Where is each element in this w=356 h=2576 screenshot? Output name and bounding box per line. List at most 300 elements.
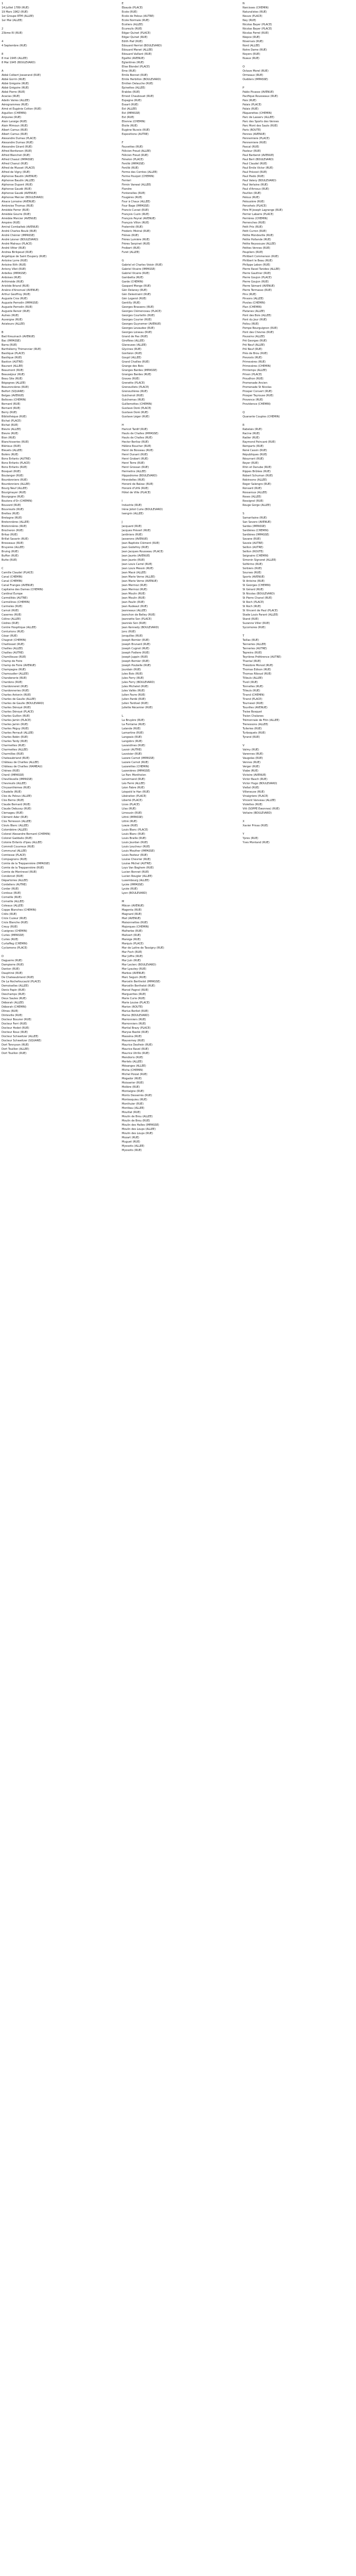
street-entry: André Lévner (BOULEVARD): [2, 238, 39, 241]
street-entry: Marbos (AVENUE): [122, 972, 146, 975]
street-entry: Rhin et Danube (RUE): [243, 466, 272, 469]
street-entry: Marquis (PLACE): [122, 942, 144, 945]
street-entry: Sycomores (RUE): [243, 626, 266, 629]
street-entry: Alain Mimoun (RUE): [2, 124, 28, 128]
street-entry: Pins (RUE): [243, 293, 256, 296]
street-entry: Coppe Blanches (CHEMIN): [2, 909, 36, 912]
street-entry: Jules Bois (RUE): [122, 672, 143, 676]
street-entry: Bosquet (RUE): [2, 470, 21, 473]
street-entry: Louis Braille (RUE): [122, 837, 147, 840]
street-entry: Philibert le Beau (RUE): [243, 259, 273, 262]
street-entry: Parc Mont des Sauts (RUE): [243, 124, 278, 128]
street-entry: Maurice Desfrein (RUE): [122, 1043, 153, 1047]
street-entry: Ferrieri: [122, 179, 131, 182]
street-entry: Basilique (RUE): [2, 356, 22, 359]
street-entry: Charles Tardy (RUE): [2, 740, 28, 743]
street-entry: Aviateurs (ALLEE): [2, 323, 25, 326]
street-entry: Bourdonniers (RUE): [2, 479, 28, 482]
street-entry: Cèdres (RUE): [2, 622, 20, 625]
street-entry: Prosper Teyrouse (RUE): [243, 394, 274, 397]
street-entry: Prê Neuf (RUE): [243, 348, 263, 351]
street-entry: Jean Godefroy (RUE): [122, 546, 149, 549]
street-entry: Fontenelles (RUE): [122, 192, 146, 195]
street-entry: Corder (RUE): [2, 887, 19, 891]
street-entry: Républiques (RUE): [243, 453, 267, 456]
street-entry: Tivoli (RUE): [243, 681, 258, 684]
street-entry: Ecoliers (ALLEE): [122, 23, 143, 26]
street-entry: Bouvard (RUE): [2, 504, 21, 507]
street-entry: Hauts de Challes (RUE): [122, 436, 152, 440]
street-entry: Monts Desserrés (RUE): [122, 1094, 152, 1097]
street-entry: Boutons d'Or (CHEMIN): [2, 500, 33, 503]
street-entry: Valmy (RUE): [243, 748, 259, 752]
street-entry: Jean Marie Verne (AVENUE): [122, 580, 158, 583]
street-entry: Pascal (RUE): [243, 145, 259, 149]
street-entry: Henri Grobert (RUE): [122, 457, 148, 461]
street-entry: Alfred de Musset (PLACE): [2, 167, 35, 170]
street-entry: Ronsard (RUE): [243, 487, 262, 490]
street-entry: Savane (RUE): [243, 538, 261, 541]
street-entry: Joseph Bernier (RUE): [122, 639, 150, 642]
street-entry: 8 mai 1945 (ALLEE): [2, 57, 28, 60]
street-entry: Arthur Geoffroy (RUE): [2, 293, 31, 296]
street-entry: Neuve (PLACE): [243, 15, 263, 18]
street-entry: Jeanneaux (ALLEE): [122, 609, 147, 612]
street-entry: Reyer (RUE): [243, 462, 259, 465]
street-entry: Rouge Gorge (ALLEE): [243, 504, 271, 507]
street-entry: Auguste Renoir (RUE): [2, 310, 30, 313]
street-entry: Poilou (RUE): [243, 323, 259, 326]
street-entry: Antony Vilet (RUE): [2, 268, 26, 271]
street-entry: Pierre Goujon (PLACE): [243, 276, 272, 279]
street-entry: Berry (RUE): [2, 411, 17, 414]
street-entry: Elise Blondel (PLACE): [122, 65, 150, 69]
street-entry: Edouard Manet (ALLEE): [122, 48, 153, 52]
street-entry: Octave Morel (RUE): [243, 70, 268, 73]
street-entry: Tepreins (RUE): [243, 651, 262, 655]
street-entry: Aulnes (RUE): [2, 314, 19, 317]
street-entry: Bastion (AUTRE): [2, 360, 23, 364]
street-entry: Bons Enfants (RUE): [2, 466, 27, 469]
street-entry: Moulin de Brou (RUE): [122, 1119, 150, 1123]
street-entry: Marc Seguin (RUE): [122, 976, 147, 979]
street-entry: Léon Fabre (RUE): [122, 786, 145, 789]
street-entry: Moulin des Loups (RUE): [122, 1132, 153, 1135]
street-entry: Lavoir (AUTRE): [122, 748, 142, 752]
street-entry: Bourgogne (RUE): [2, 495, 25, 499]
street-entry: 19 Mars 1962 (RUE): [2, 11, 28, 14]
street-entry: Charles Guillon (RUE): [2, 715, 30, 718]
street-entry: Gabriel Vicaire (IMPASSE): [122, 268, 156, 271]
street-entry: Proudhon (RUE): [243, 377, 264, 380]
street-entry: Lazenières (IMPASSE): [122, 769, 150, 773]
street-entry: Le Parc Montholon: [122, 774, 146, 777]
street-entry: Guillemottes (CHEMIN): [122, 403, 152, 406]
street-entry: Louis Blanc (PLACE): [122, 828, 148, 832]
street-entry: Guichenot (RUE): [122, 394, 144, 397]
street-entry: Graves (RUE): [122, 377, 140, 380]
street-entry: Tanneries (ALLEE): [243, 643, 266, 646]
street-entry: Tirand (CHEMIN): [243, 694, 265, 697]
street-entry: Charles Jamin (PLACE): [2, 719, 31, 722]
street-entry: Palais (PLACE): [243, 103, 262, 106]
street-entry: Touvilles (AVENUE): [243, 706, 267, 709]
street-entry: Louis Loucheur (RUE): [122, 845, 150, 848]
street-entry: Providence (CHEMIN): [243, 403, 271, 406]
street-entry: Chevreuils (ALLEE): [2, 782, 27, 785]
street-entry: Glaneuses (ALLEE): [122, 344, 147, 347]
street-entry: Charles Péguy (RUE): [2, 727, 29, 730]
street-entry: Firmin Vanwal (ALLEE): [122, 183, 151, 187]
street-entry: Clos Terresson (ALLEE): [2, 820, 32, 823]
street-entry: Teyrières Préférence (AUTRE): [243, 656, 282, 659]
street-entry: Fénelon (PLACE): [122, 158, 143, 161]
street-entry: Tanneries (AUTRE): [243, 647, 267, 650]
street-entry: Chênes (RUE): [2, 769, 20, 773]
street-entry: St Nicolas (BOULEVARD): [243, 592, 275, 596]
street-entry: Champ de Foire (AVENUE): [2, 664, 36, 667]
street-entry: Gentilly (RUE): [122, 301, 140, 305]
street-entry: Marcelin Berthelot (IMPASSE): [122, 980, 160, 983]
street-entry: Chailles (ALLEE): [2, 647, 23, 650]
street-entry: Henri de Bosseau (RUE): [122, 449, 153, 452]
street-entry: Plan (CHEMIN): [243, 306, 262, 309]
street-entry: Carmeles (RUE): [2, 605, 23, 608]
street-entry: Viabe (RUE): [243, 769, 258, 773]
street-entry: Camille Claudel (PLACE): [2, 571, 34, 574]
street-entry: Marius Berliet (RUE): [122, 1010, 149, 1013]
street-entry: Emile Herbillon (BOULEVARD): [122, 78, 161, 81]
street-entry: Remparts (RUE): [243, 445, 264, 448]
street-entry: Michel Poizat (RUE): [122, 1073, 148, 1076]
street-entry: Epinettes (ALLEE): [122, 86, 146, 90]
street-entry: Céline (ALLEE): [2, 618, 21, 621]
street-entry: Prê Georges (RUE): [243, 339, 267, 343]
street-entry: Vennes (RUE): [243, 761, 261, 764]
street-entry: Demoiselles (ALLEE): [2, 984, 29, 988]
street-entry: Giroflées (ALLEE): [122, 339, 145, 343]
street-entry: Nicolas Bayer (PLACE): [243, 23, 272, 26]
street-entry: Alexandre Dumas (RUE): [2, 141, 34, 144]
street-entry: Dauphiné (RUE): [2, 972, 23, 975]
street-entry: Bievre (RUE): [2, 432, 18, 435]
street-entry: Henri Dunant (RUE): [122, 453, 148, 456]
street-entry: Aimé et Eugénie Cotton (RUE): [2, 108, 42, 111]
street-entry: Petit Prix (RUE): [243, 226, 263, 229]
street-entry: Clément Ader (RUE): [2, 816, 28, 819]
street-entry: Mésanges (ALLEE): [122, 1065, 146, 1068]
street-entry: Rossaroux (ALLEE): [243, 491, 267, 494]
section-letter: E: [122, 2, 124, 5]
street-entry: Pennes (AVENUE): [243, 133, 266, 136]
street-entry: Jules Vallès (RUE): [122, 689, 145, 692]
street-entry: Jean Mermoz (RUE): [122, 584, 148, 587]
street-entry: Résurrant (RUE): [243, 457, 264, 461]
street-entry: Corneille (RUE): [2, 896, 22, 899]
street-entry: Bibliothèque (RUE): [2, 415, 27, 418]
street-entry: Mar Juin (RUE): [122, 959, 141, 962]
street-entry: Trenessons (ALLEE): [243, 723, 268, 726]
street-entry: Départoires (ALLEE): [2, 879, 28, 882]
street-entry: Tournesol (RUE): [243, 702, 264, 705]
street-entry: Pacifique Rousseaux (RUE): [243, 95, 278, 98]
section-letter: B: [2, 331, 4, 334]
street-entry: Claude Bernard (RUE): [2, 803, 31, 806]
street-entry: Thomas Edison (RUE): [243, 668, 271, 671]
street-entry: Joseph Juppin (RUE): [122, 656, 148, 659]
street-entry: St Roch (RUE): [243, 605, 261, 608]
street-entry: Bichat (PLACE): [2, 419, 22, 423]
street-entry: Majorques (CHEMIN): [122, 925, 149, 929]
street-entry: Tirand (PLACE): [243, 698, 263, 701]
street-entry: Creuy (RUE): [2, 925, 18, 929]
street-entry: Est (ALLEE): [122, 108, 137, 111]
street-entry: Albert Camus (RUE): [2, 129, 28, 132]
street-entry: Grand Chailles (RUE): [122, 360, 150, 364]
street-entry: Curies (RUE): [2, 938, 18, 941]
street-entry: Limousin (RUE): [122, 812, 142, 815]
street-entry: Carmélines (CHEMIN): [2, 601, 30, 604]
street-entry: Grange des Bois: [122, 365, 143, 368]
street-entry: Chenil (IMPASSE): [2, 774, 24, 777]
street-entry: Montbau (ALLEE): [122, 1107, 145, 1110]
street-entry: Grenouillères (RUE): [122, 390, 148, 393]
street-entry: Sardières (CHEMIN): [243, 529, 268, 532]
street-entry: Jean Moulin (RUE): [122, 597, 146, 600]
street-entry: Paul Verlaine (RUE): [243, 183, 268, 187]
street-entry: Tilleuls (RUE): [243, 689, 261, 692]
street-entry: Lucien Rougier (ALLEE): [122, 875, 152, 878]
street-entry: Jean Moulin (RUE): [122, 592, 146, 596]
street-entry: Moisserier (RUE): [122, 1081, 144, 1085]
street-entry: Paul Valery (BOULEVARD): [243, 179, 276, 182]
street-entry: Jonquilles (RUE): [122, 635, 143, 638]
street-entry: Bernard (RUE): [2, 407, 21, 410]
street-entry: Alexandre Girard (RUE): [2, 145, 33, 149]
street-entry: Gustave Doré (PLACE): [122, 407, 151, 410]
street-entry: Juliette Récamier (RUE): [122, 706, 153, 709]
street-entry: Rippes Brûlées (RUE): [243, 470, 271, 473]
street-entry: Grand de Pax (RUE): [122, 335, 148, 338]
street-entry: Paul Claudel (RUE): [243, 162, 267, 165]
street-entry: Commdt Couvreux (RUE): [2, 845, 35, 848]
street-entry: Palais (RUE): [243, 108, 259, 111]
section-letter: X: [243, 820, 245, 823]
street-entry: Villeneuve (RUE): [243, 791, 265, 794]
street-entry: Jean Louis Messin (RUE): [122, 567, 153, 570]
street-entry: Colonel Alexandre Bernard (CHEMIN): [2, 833, 51, 836]
street-entry: Stade Louis Parant (ALLEE): [243, 613, 278, 617]
street-entry: Prevosts (RUE): [243, 356, 262, 359]
street-entry: Thantal (RUE): [243, 660, 261, 663]
street-entry: Pelous (RUE): [243, 196, 259, 199]
street-entry: Martial Brazy (PLACE): [122, 1027, 151, 1030]
street-entry: Chandenerie (RUE): [2, 677, 27, 680]
street-entry: Irène Joliot Curie (BOULEVARD): [122, 508, 163, 511]
street-entry: Loys Van Boghem (RUE): [122, 866, 154, 870]
street-entry: Ormeaux (RUE): [243, 74, 263, 77]
street-entry: Lucien Bonnet (RUE): [122, 871, 149, 874]
street-entry: Curies (IMPASSE): [2, 934, 24, 937]
street-entry: Deschamps (RUE): [2, 993, 25, 996]
street-entry: Bégognes (ALLEE): [2, 382, 26, 385]
street-entry: Niepce (RUE): [243, 36, 260, 39]
street-entry: Clos du Pelous (ALLEE): [2, 795, 32, 798]
street-entry: Amédée Mercier (AVENUE): [2, 217, 37, 220]
street-entry: Paris (ROUTE): [243, 129, 261, 132]
street-entry: Colonel Gaddalio (RUE): [2, 837, 33, 840]
street-entry: Amédée Ferrer (RUE): [2, 209, 30, 212]
street-entry: Marcel Pagnol (RUE): [122, 989, 149, 992]
street-entry: Maisonnettes (RUE): [122, 921, 148, 924]
street-entry: Ardelles (IMPASSE): [2, 272, 26, 275]
street-entry: Prison (PLACE): [243, 373, 262, 376]
street-entry: Danton (RUE): [2, 968, 20, 971]
street-entry: Paul Prévost (RUE): [243, 171, 267, 174]
street-entry: Guichemas (RUE): [122, 398, 145, 402]
street-entry: Charles de Gaulle (BOULEVARD): [2, 702, 44, 705]
street-entry: Pont des Bois (ALLEE): [243, 314, 272, 317]
street-entry: Jean Kennedy (BOULEVARD): [122, 626, 159, 629]
street-entry: Micha (CHEMIN): [122, 1069, 143, 1072]
street-entry: Julien Tardivel (RUE): [122, 702, 149, 705]
street-entry: Albert Camus (RUE): [2, 133, 28, 136]
street-entry: Dampierre (RUE): [2, 963, 24, 967]
street-entry: Petites Vennes (RUE): [243, 247, 271, 250]
street-entry: Alfred Chanut (RUE): [2, 162, 28, 165]
street-entry: St Vincent de Paul (PLACE): [243, 609, 278, 612]
street-entry: Docteur Bouvier (RUE): [2, 1018, 32, 1021]
street-entry: Alsace Lorraine (AVENUE): [2, 200, 36, 203]
street-entry: St Georges (CHEMIN): [243, 584, 271, 587]
street-entry: Marie Louise (PLACE): [122, 1001, 150, 1004]
street-entry: Victor Hugo (BOULEVARD): [243, 782, 277, 785]
street-entry: Ypres (RUE): [243, 837, 258, 840]
street-entry: Pavillon (RUE): [243, 192, 261, 195]
street-entry: Lazare Carnot (IMPASSE): [122, 757, 155, 760]
street-entry: Basilique (PLACE): [2, 352, 25, 355]
street-entry: St Gérard (RUE): [243, 588, 264, 591]
street-entry: Suzanne Viller (RUE): [243, 622, 270, 625]
street-entry: Seillon (AUTRE): [243, 546, 263, 549]
street-entry: Prê Neuf (ALLEE): [243, 344, 265, 347]
street-entry: Gonfalon (RUE): [122, 352, 142, 355]
street-entry: Jules Ferry (RUE): [122, 677, 144, 680]
street-entry: Sorbiers (RUE): [243, 567, 262, 570]
street-entry: Magnard (RUE): [122, 913, 142, 916]
street-entry: Roses (ALLEE): [243, 495, 262, 499]
street-entry: Georges Loiseau (RUE): [122, 331, 152, 334]
section-letter: D: [2, 955, 4, 958]
street-entry: Marguerites (RUE): [122, 993, 146, 996]
street-entry: Pâquerettes (CHEMIN): [243, 112, 272, 115]
street-entry: Liberté (PLACE): [122, 799, 142, 802]
street-entry: Solférino (RUE): [243, 563, 263, 566]
street-entry: Butte (RUE): [2, 559, 17, 562]
street-entry: Radier (RUE): [243, 436, 259, 440]
street-entry: Jeanchon de Belley (RUE): [122, 613, 156, 617]
street-entry: Dort Touillon (RUE): [2, 1052, 27, 1055]
street-entry: Noyers (RUE): [243, 53, 261, 56]
street-entry: Docteur Schweitzer (SQUARE): [2, 1039, 42, 1042]
section-letter: J: [122, 521, 123, 524]
street-entry: Pierre Sémard (AVENUE): [243, 285, 275, 288]
street-entry: Centre Hospitique (ALLEE): [2, 626, 36, 629]
street-entry: Barthélemy Thimonnier (RUE): [2, 348, 41, 351]
street-entry: Déborah (ALLEE): [2, 1001, 24, 1004]
street-entry: Château de Chailles (ALLEE): [2, 761, 39, 764]
street-entry: Moulin de Brou (ALLEE): [122, 1115, 153, 1118]
street-entry: Abbé Pierre (RUE): [2, 91, 25, 94]
street-entry: Théodore Monod (RUE): [243, 664, 273, 667]
street-entry: Alphonse Gaudé (AVENUE): [2, 192, 37, 195]
street-entry: Frères Serpinet (RUE): [122, 242, 150, 246]
street-entry: Abbé Grégoire (RUE): [2, 86, 29, 90]
street-entry: Pierre Termasso (RUE): [243, 289, 272, 292]
street-entry: Caserres (RUE): [2, 613, 22, 617]
street-entry: Langobrs (RUE): [122, 740, 142, 743]
street-entry: Pivoles (CHEMIN): [243, 301, 265, 305]
street-entry: Masséna (RUE): [122, 1035, 142, 1038]
street-entry: Britaz (RUE): [2, 533, 18, 536]
street-entry: Fenillé (RUE): [122, 167, 139, 170]
street-entry: André Charles Boulé (RUE): [2, 230, 37, 233]
street-entry: Corneille (ALLEE): [2, 900, 24, 903]
street-entry: Petite Reyssouze (ALLEE): [243, 242, 276, 246]
street-entry: Mouillat (RUE): [122, 1111, 141, 1114]
street-entry: Stand (RUE): [243, 618, 259, 621]
street-entry: Marronniers (RUE): [122, 1022, 146, 1026]
street-entry: Ernest Chaubouet (RUE): [122, 95, 154, 98]
street-entry: Ambroise Thomas (RUE): [2, 204, 34, 208]
street-entry: Cordoux (RUE): [2, 892, 21, 895]
street-entry: Lilas (RUE): [122, 807, 137, 811]
street-entry: Barra (RUE): [2, 344, 17, 347]
street-entry: Comtesse (PLACE): [2, 854, 26, 857]
street-entry: Vinaigriere (PLACE): [243, 795, 268, 798]
street-entry: Parc de Lasserv (ALLEE): [243, 116, 274, 119]
street-entry: Verger (RUE): [243, 765, 260, 768]
street-entry: Docteur Hodet (RUE): [2, 1027, 30, 1030]
street-entry: Seillon (ROUTE): [243, 550, 264, 553]
street-entry: Louis Mouther (IMPASSE): [122, 850, 155, 853]
street-entry: Myosotis (RUE): [122, 1149, 142, 1152]
street-entry: Est (RUE): [122, 116, 134, 119]
street-entry: Deux Saules (RUE): [2, 997, 26, 1000]
street-entry: Granges Bardes (IMPASSE): [122, 369, 157, 372]
street-entry: Four Bage (IMPASSE): [122, 204, 150, 208]
street-entry: Charmettes (ALLEE): [2, 748, 28, 752]
street-entry: Bourdonniers (ALLEE): [2, 483, 31, 486]
street-entry: Printemps (ALLEE): [243, 369, 267, 372]
street-entry: Citadelle (RUE): [2, 791, 22, 794]
street-entry: Pennemiere (PLACE): [243, 137, 270, 140]
street-entry: Croix Blanche (RUE): [2, 921, 28, 924]
street-entry: Compagnons (RUE): [2, 858, 27, 861]
street-entry: Carnot (RUE): [2, 609, 19, 612]
street-entry: Ebauds (PLACE): [122, 6, 143, 9]
street-entry: Hôtel de Ville (PLACE): [122, 491, 151, 494]
street-entry: François Cuzin (RUE): [122, 213, 149, 216]
street-entry: Rabelais (RUE): [243, 428, 262, 431]
street-entry: Aristide Briand (RUE): [2, 285, 30, 288]
street-entry: Mail (AVENUE): [122, 917, 141, 920]
street-entry: Jourdain (RUE): [122, 668, 141, 671]
street-entry: Petite Mondeville (RUE): [243, 234, 274, 237]
street-entry: Nord (ALLEE): [243, 44, 260, 47]
street-entry: Nivernais (RUE): [243, 40, 264, 43]
street-entry: Auguste Perrodin (RUE): [2, 306, 33, 309]
